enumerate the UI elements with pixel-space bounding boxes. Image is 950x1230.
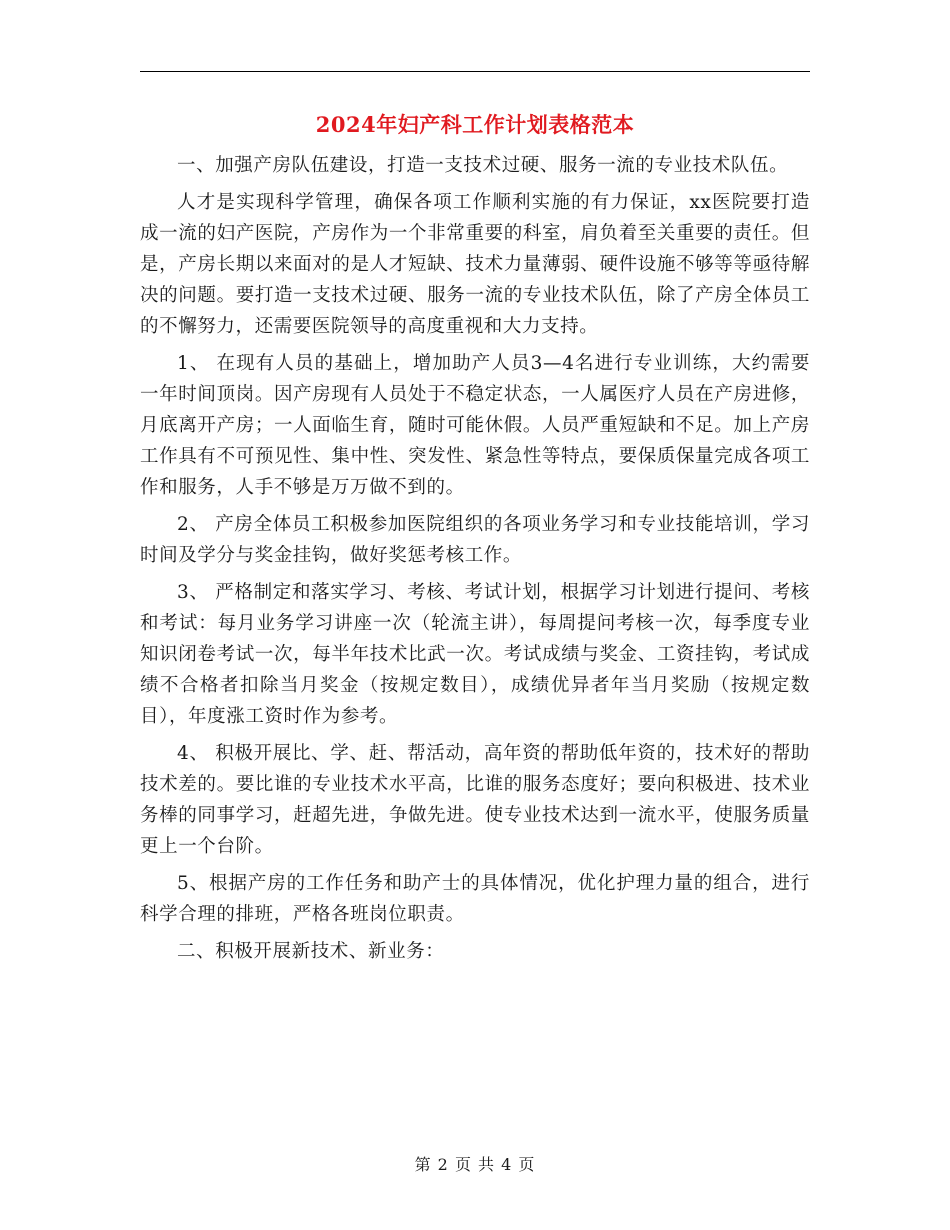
paragraph-item-4: 4、 积极开展比、学、赶、帮活动，高年资的帮助低年资的，技术好的帮助技术差的。要比谁的专业技术水平高，比谁的服务态度好；要向积极进、技术业务棒的同事学习，赶超先进，争做先进。使专业技术达到一流水平，使服务质量更上一个台阶。 — [140, 743, 810, 857]
paragraph-item-1: 1、 在现有人员的基础上，增加助产人员3—4名进行专业训练，大约需要一年时间顶岗。因产房现有人员处于不稳定状态，一人属医疗人员在产房进修，月底离开产房；一人面临生育，随时可能休假。人员严重短缺和不足。加上产房工作具有不可预见性、集中性、突发性、紧急性等特点，要保质保量完成各项工作和服务，人手不够是万万做不到的。 — [140, 353, 810, 498]
paragraph-section-two-heading: 二、积极开展新技术、新业务： — [177, 941, 445, 962]
paragraph-item-3: 3、 严格制定和落实学习、考核、考试计划，根据学习计划进行提问、考核和考试：每月业务学习讲座一次（轮流主讲），每周提问考核一次，每季度专业知识闭卷考试一次，每半年技术比武一次。考试成绩与奖金、工资挂钩，考试成绩不合格者扣除当月奖金（按规定数目），成绩优异者年当月奖励（按规定数目），年度涨工资时作为参考。 — [140, 582, 810, 727]
paragraph-item-2: 2、 产房全体员工积极参加医院组织的各项业务学习和专业技能培训，学习时间及学分与奖金挂钩，做好奖惩考核工作。 — [140, 514, 810, 566]
paragraph-section-one-heading: 一、加强产房队伍建设，打造一支技术过硬、服务一流的专业技术队伍。 — [177, 155, 789, 176]
paragraph-talent-intro: 人才是实现科学管理，确保各项工作顺利实施的有力保证，xx医院要打造成一流的妇产医院，产房作为一个非常重要的科室，肩负着至关重要的责任。但是，产房长期以来面对的是人才短缺、技术力量薄弱、硬件设施不够等等亟待解决的问题。要打造一支技术过硬、服务一流的专业技术队伍，除了产房全体员工的不懈努力，还需要医院领导的高度重视和大力支持。 — [140, 192, 810, 337]
document-title: 2024年妇产科工作计划表格范本 — [315, 112, 635, 137]
page-number: 第 2 页 共 4 页 — [414, 1155, 536, 1174]
header-rule — [140, 71, 810, 72]
document-body — [140, 150, 810, 973]
paragraph-item-5: 5、根据产房的工作任务和助产士的具体情况，优化护理力量的组合，进行科学合理的排班，严格各班岗位职责。 — [140, 873, 810, 925]
